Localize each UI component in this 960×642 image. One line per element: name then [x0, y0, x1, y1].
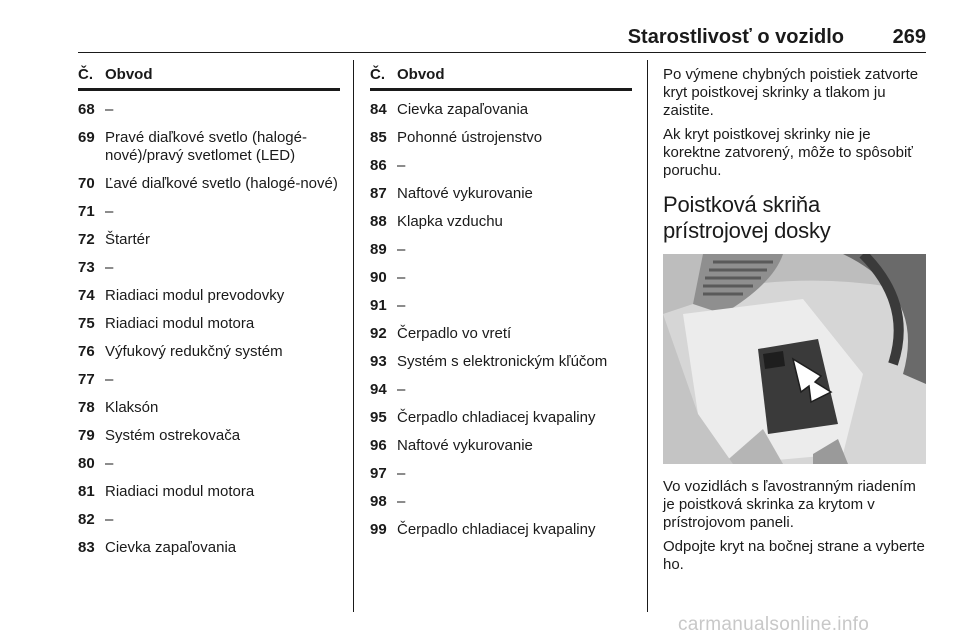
table-row [370, 297, 632, 315]
table-row [370, 213, 632, 231]
table-row [78, 259, 340, 277]
circuit-description: Výfukový redukčný systém [105, 343, 283, 360]
fuse-number: 82 [78, 511, 95, 528]
table-row [370, 325, 632, 343]
fuse-number: 89 [370, 241, 387, 258]
fuse-number: 69 [78, 129, 95, 146]
circuit-description: – [397, 241, 406, 258]
fuse-number: 87 [370, 185, 387, 202]
table-row [78, 455, 340, 473]
fuse-number: 68 [78, 101, 95, 118]
table-row [78, 427, 340, 445]
fuse-number: 77 [78, 371, 95, 388]
table-row [78, 371, 340, 389]
circuit-description: Riadiaci modul prevodovky [105, 287, 285, 304]
circuit-description: Čerpadlo vo vretí [397, 325, 512, 342]
column-divider [353, 60, 354, 612]
table-row [370, 185, 632, 203]
paragraph: Vo vozidlách s ľavostranným riadením je poistková skrinka za krytom v prístrojovom paneli. [663, 478, 916, 531]
circuit-description: Cievka zapaľovania [397, 101, 529, 118]
page-number: 269 [892, 26, 926, 48]
circuit-description: – [397, 269, 406, 286]
table-row [370, 241, 632, 259]
table-row [78, 315, 340, 333]
circuit-description: Riadiaci modul motora [105, 315, 255, 332]
header-rule [78, 52, 926, 53]
fuse-box-photo [663, 254, 926, 464]
table-row [78, 175, 340, 193]
header-number: Č. [78, 66, 93, 83]
circuit-description: – [105, 101, 114, 118]
fuse-number: 81 [78, 483, 95, 500]
circuit-description: – [105, 371, 114, 388]
table-row [78, 231, 340, 249]
running-title: Starostlivosť o vozidlo [627, 26, 844, 48]
header-number: Č. [370, 66, 385, 83]
fuse-number: 78 [78, 399, 95, 416]
fuse-number: 98 [370, 493, 387, 510]
table-row [370, 269, 632, 287]
fuse-number: 95 [370, 409, 387, 426]
paragraph: Odpojte kryt na bočnej strane a vyberte ho. [663, 538, 925, 573]
table-row [78, 129, 340, 165]
circuit-description: Pravé diaľkové svetlo (halogé-nové)/pravý svetlomet (LED) [105, 129, 307, 164]
fuse-number: 91 [370, 297, 387, 314]
fuse-number: 75 [78, 315, 95, 332]
table-header-rule [370, 88, 632, 91]
circuit-description: – [397, 157, 406, 174]
fuse-number: 86 [370, 157, 387, 174]
table-row [370, 437, 632, 455]
circuit-description: Čerpadlo chladiacej kvapaliny [397, 409, 596, 426]
fuse-number: 85 [370, 129, 387, 146]
watermark: carmanualsonline.info [678, 614, 870, 635]
fuse-number: 79 [78, 427, 95, 444]
circuit-description: Naftové vykurovanie [397, 437, 533, 454]
table-row [78, 203, 340, 221]
table-row [78, 511, 340, 529]
fuse-number: 70 [78, 175, 95, 192]
fuse-number: 92 [370, 325, 387, 342]
table-body [78, 101, 340, 557]
cover-slot [763, 351, 785, 369]
fuse-number: 80 [78, 455, 95, 472]
circuit-description: Riadiaci modul motora [105, 483, 255, 500]
fuse-table-1 [78, 66, 340, 557]
table-row [370, 157, 632, 175]
circuit-description: – [397, 381, 406, 398]
paragraph: Ak kryt poistkovej skrinky nie je korektne zatvorený, môže to spôsobiť poruchu. [663, 126, 913, 179]
circuit-description: – [105, 203, 114, 220]
table-row [370, 521, 632, 539]
fuse-number: 88 [370, 213, 387, 230]
paragraph: Po výmene chybných poistiek zatvorte kryt poistkovej skrinky a tlakom ju zaistite. [663, 66, 919, 119]
fuse-number: 96 [370, 437, 387, 454]
table-row [78, 399, 340, 417]
fuse-table-2 [370, 66, 632, 539]
fuse-number: 71 [78, 203, 95, 220]
table-header-rule [78, 88, 340, 91]
table-header [370, 66, 632, 88]
table-row [370, 381, 632, 399]
fuse-number: 90 [370, 269, 387, 286]
column-divider [647, 60, 648, 612]
circuit-description: Čerpadlo chladiacej kvapaliny [397, 521, 596, 538]
text-column [663, 66, 926, 580]
table-body [370, 101, 632, 539]
page-header [78, 26, 926, 52]
header-circuit: Obvod [105, 66, 153, 83]
fuse-number: 94 [370, 381, 387, 398]
circuit-description: Systém ostrekovača [105, 427, 241, 444]
circuit-description: Systém s elektronickým kľúčom [397, 353, 608, 370]
fuse-number: 83 [78, 539, 95, 556]
fuse-number: 99 [370, 521, 387, 538]
table-header [78, 66, 340, 88]
fuse-number: 84 [370, 101, 387, 118]
table-row [370, 465, 632, 483]
circuit-description: – [397, 493, 406, 510]
table-row [78, 343, 340, 361]
circuit-description: Cievka zapaľovania [105, 539, 237, 556]
fuse-number: 97 [370, 465, 387, 482]
fuse-number: 93 [370, 353, 387, 370]
circuit-description: Štartér [105, 231, 151, 248]
table-row [78, 287, 340, 305]
table-row [78, 483, 340, 501]
table-row [370, 353, 632, 371]
circuit-description: Ľavé diaľkové svetlo (halogé-nové) [105, 175, 338, 192]
fuse-number: 76 [78, 343, 95, 360]
table-row [78, 101, 340, 119]
circuit-description: – [397, 297, 406, 314]
circuit-description: – [105, 511, 114, 528]
circuit-description: Klaksón [105, 399, 159, 416]
circuit-description: Klapka vzduchu [397, 213, 503, 230]
circuit-description: – [105, 455, 114, 472]
table-row [370, 493, 632, 511]
circuit-description: – [105, 259, 114, 276]
table-row [370, 129, 632, 147]
circuit-description: – [397, 465, 406, 482]
header-circuit: Obvod [397, 66, 445, 83]
circuit-description: Naftové vykurovanie [397, 185, 533, 202]
circuit-description: Pohonné ústrojenstvo [397, 129, 543, 146]
fuse-number: 74 [78, 287, 95, 304]
section-heading: Poistková skriňa prístrojovej dosky [663, 192, 831, 243]
fuse-number: 72 [78, 231, 95, 248]
table-row [370, 409, 632, 427]
fuse-number: 73 [78, 259, 95, 276]
table-row [78, 539, 340, 557]
table-row [370, 101, 632, 119]
